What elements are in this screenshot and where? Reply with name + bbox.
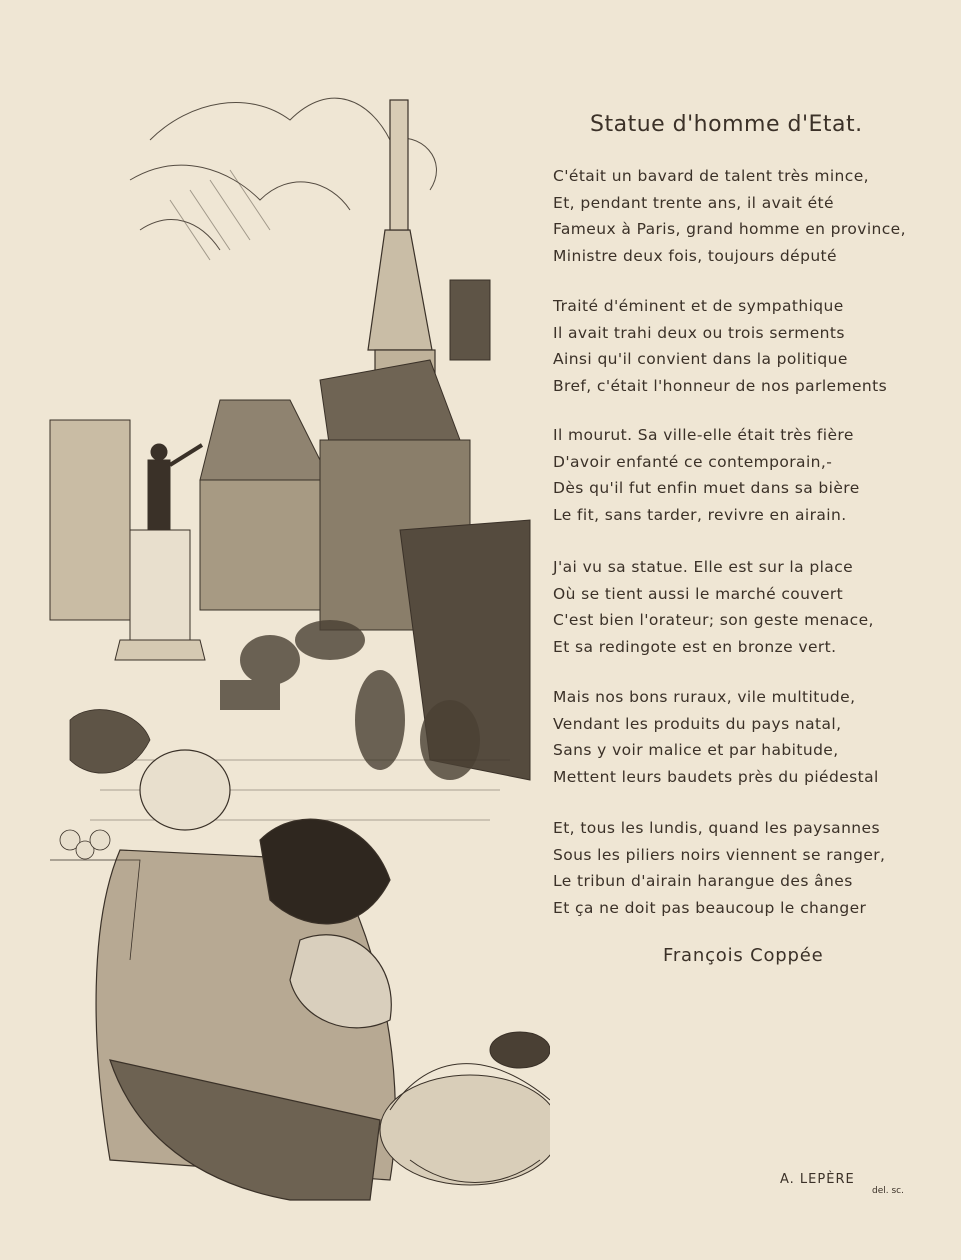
poem-line: J'ai vu sa statue. Elle est sur la place <box>553 558 854 576</box>
poem-line: Ministre deux fois, toujours député <box>553 246 837 265</box>
stanza-4 <box>553 554 933 660</box>
stanza-2 <box>553 293 933 399</box>
poem-line: Et, pendant trente ans, il avait été <box>553 193 834 212</box>
stanza-3 <box>553 422 933 528</box>
poem-line: Vendant les produits du pays natal, <box>553 714 842 733</box>
poem-line: Le tribun d'airain harangue des ânes <box>553 872 853 890</box>
poem-line: D'avoir enfanté ce contemporain,- <box>553 452 833 471</box>
poem-title: Statue d'homme d'Etat. <box>590 112 863 137</box>
poem-line: Mettent leurs baudets près du piédestal <box>553 767 879 786</box>
poem-line: C'est bien l'orateur; son geste menace, <box>553 611 874 629</box>
stanza-1 <box>553 163 933 269</box>
poem-line: Fameux à Paris, grand homme en province, <box>553 220 906 238</box>
poem-line: Mais nos bons ruraux, vile multitude, <box>553 688 856 706</box>
poem-line: Et, tous les lundis, quand les paysannes <box>553 819 880 837</box>
stanza-6 <box>553 815 933 921</box>
church-spire <box>368 100 435 400</box>
poem-line: Sans y voir malice et par habitude, <box>553 741 839 759</box>
poem-line: C'était un bavard de talent très mince, <box>553 167 869 185</box>
poem-line: Et ça ne doit pas beaucoup le changer <box>553 898 867 917</box>
poem-line: Dès qu'il fut enfin muet dans sa bière <box>553 479 860 497</box>
poem-line: Il mourut. Sa ville-elle était très fière <box>553 426 854 444</box>
poem-line: Ainsi qu'il convient dans la politique <box>553 350 848 368</box>
market-square-engraving <box>30 60 550 1220</box>
poem-line: Il avait trahi deux ou trois serments <box>553 323 845 342</box>
poem-line: Bref, c'était l'honneur de nos parlements <box>553 376 888 395</box>
poem-line: Où se tient aussi le marché couvert <box>553 584 844 603</box>
author-name: François Coppée <box>663 945 824 966</box>
peasant-woman <box>96 750 395 1200</box>
poem-line: Traité d'éminent et de sympathique <box>553 297 844 315</box>
hens-basket <box>380 1032 550 1185</box>
poem-line: Sous les piliers noirs viennent se ranger, <box>553 845 886 864</box>
poem-line: Et sa redingote est en bronze vert. <box>553 637 837 656</box>
poem-line: Le fit, sans tarder, revivre en airain. <box>553 505 847 524</box>
signature-note: del. sc. <box>872 1186 904 1196</box>
artist-signature: A. LEPÈRE <box>780 1172 855 1187</box>
stanza-5 <box>553 684 933 790</box>
